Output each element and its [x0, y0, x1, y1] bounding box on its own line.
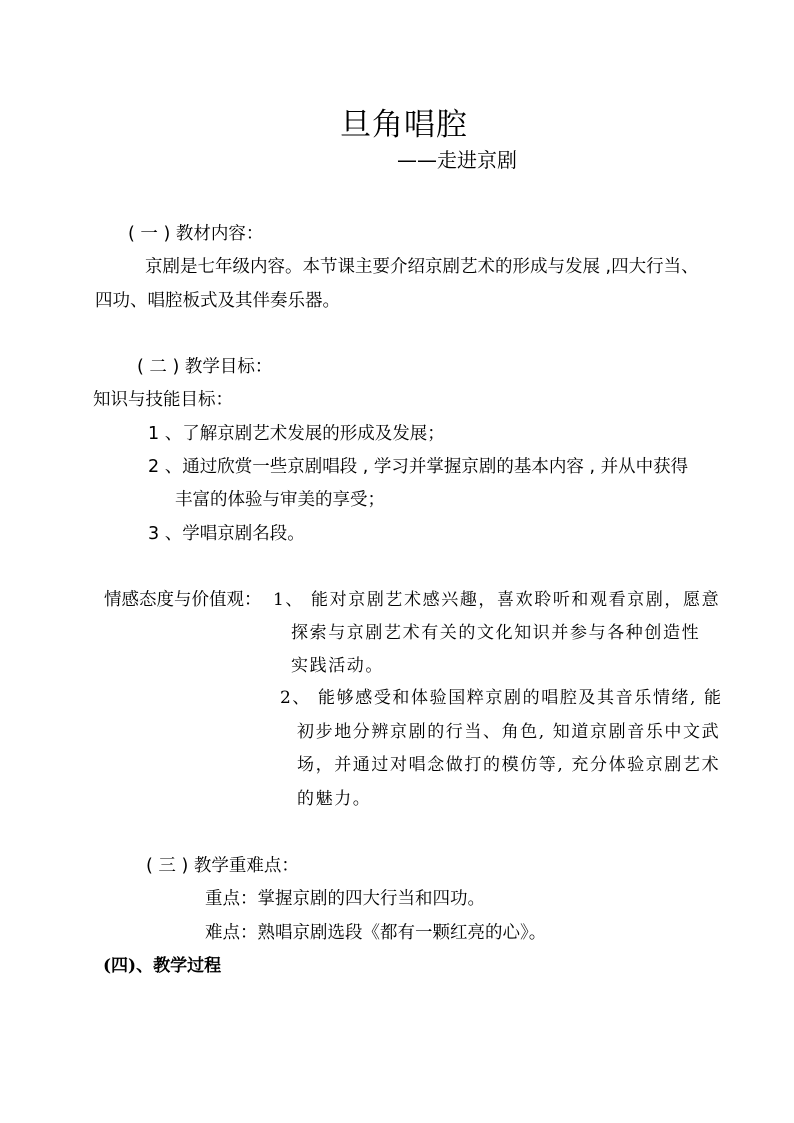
knowledge-goal-item: 3 、学唱京剧名段。 — [148, 524, 305, 544]
section-4-heading: (四)、教学过程 — [103, 956, 222, 976]
section-1-paragraph-line: 四功、唱腔板式及其伴奏乐器。 — [95, 291, 340, 311]
emotion-goal-line: 探索与京剧艺术有关的文化知识并参与各种创造性 — [291, 623, 701, 643]
emotion-goal-line: 的魅力。 — [297, 789, 372, 809]
knowledge-goals-heading: 知识与技能目标： — [93, 390, 233, 410]
knowledge-goal-item: 1 、了解京剧艺术发展的形成及发展； — [148, 424, 445, 444]
section-2-heading: ( 二 ) 教学目标： — [137, 357, 273, 377]
section-1-paragraph-line: 京剧是七年级内容。本节课主要介绍京剧艺术的形成与发展 ,四大行当、 — [145, 257, 699, 277]
emotion-goal-line: 2、 能够感受和体验国粹京剧的唱腔及其音乐情绪, 能 — [280, 688, 723, 708]
emotion-goal-line: 场，并通过对唱念做打的模仿等, 充分体验京剧艺术 — [297, 755, 721, 775]
emotion-goal-line: 初步地分辨京剧的行当、角色, 知道京剧音乐中文武 — [297, 722, 721, 742]
document-subtitle: ——走进京剧 — [397, 148, 517, 172]
difficult-point: 难点：熟唱京剧选段《都有一颗红亮的心》。 — [205, 923, 547, 943]
knowledge-goal-item-continuation: 丰富的体验与审美的享受； — [175, 490, 385, 510]
emotion-goal-line: 1、 能对京剧艺术感兴趣，喜欢聆听和观看京剧，愿意 — [273, 590, 721, 610]
emotion-goals-label: 情感态度与价值观： — [104, 590, 262, 610]
document-title: 旦角唱腔 — [340, 107, 468, 143]
key-point: 重点：掌握京剧的四大行当和四功。 — [205, 889, 485, 909]
emotion-goal-line: 实践活动。 — [291, 656, 384, 676]
section-3-heading: ( 三 ) 教学重难点： — [146, 856, 299, 876]
section-1-heading: ( 一 ) 教材内容： — [128, 224, 264, 244]
knowledge-goal-item: 2 、通过欣赏一些京剧唱段 , 学习并掌握京剧的基本内容 , 并从中获得 — [148, 457, 689, 477]
